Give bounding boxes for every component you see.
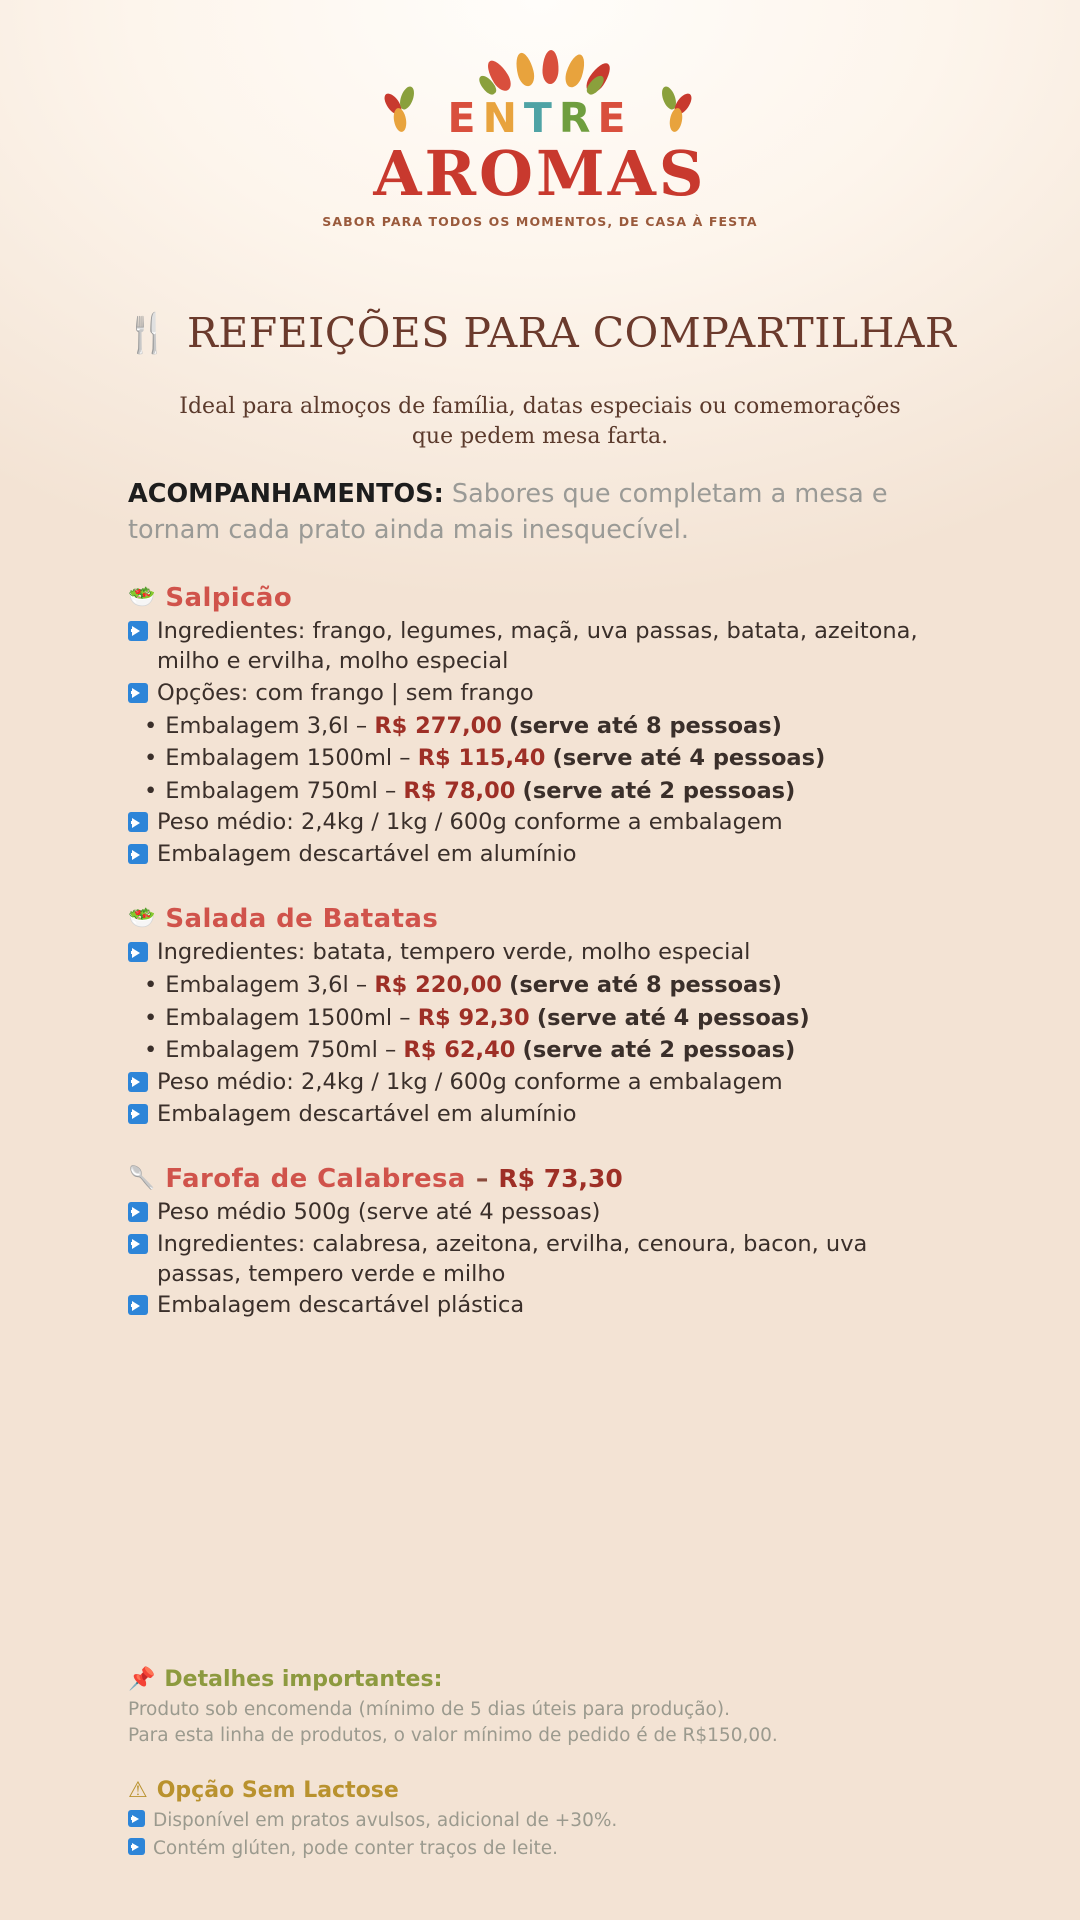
menu-item xyxy=(128,1164,952,1322)
menu-item-detail xyxy=(128,1230,952,1290)
footer-lactose-block xyxy=(128,1778,980,1862)
bullet-icon: • xyxy=(144,1004,158,1031)
option-price: R$ 220,00 xyxy=(374,972,502,999)
page-subtitle xyxy=(0,392,1080,451)
footer-details-line-2: Para esta linha de produtos, o valor mínimo de pedido é de R$150,00. xyxy=(128,1725,778,1747)
cutlery-icon: 🍴 xyxy=(123,310,171,355)
warning-icon: ⚠ xyxy=(128,1778,148,1804)
arrow-right-icon xyxy=(128,683,148,703)
right-sprig-icon xyxy=(661,86,695,132)
menu-item-detail-text: Ingredientes: calabresa, azeitona, ervilha, cenoura, bacon, uva passas, tempero verde e milho xyxy=(157,1230,868,1287)
arrow-right-icon xyxy=(128,1202,148,1222)
logo-letter: E xyxy=(447,94,483,142)
price-separator: – xyxy=(475,1164,489,1194)
menu-item-header xyxy=(128,1164,952,1194)
arrow-right-icon xyxy=(128,1072,148,1092)
option-serves: (serve até 2 pessoas) xyxy=(522,777,796,804)
option-serves: (serve até 2 pessoas) xyxy=(522,1037,796,1064)
menu-item-detail-text: Peso médio: 2,4kg / 1kg / 600g conforme a embalagem xyxy=(157,809,783,836)
bullet-icon: • xyxy=(144,972,158,999)
menu-item-option xyxy=(128,1003,952,1034)
page-subtitle-line-2: que pedem mesa farta. xyxy=(411,423,669,449)
option-price: R$ 277,00 xyxy=(374,712,502,739)
page-subtitle-line-1: Ideal para almoços de família, datas especiais ou comemorações xyxy=(179,394,901,420)
arrow-right-icon xyxy=(128,844,148,864)
arrow-right-icon xyxy=(128,942,148,962)
option-label: Embalagem 1500ml xyxy=(165,745,393,772)
arrow-right-icon xyxy=(128,621,148,641)
bullet-icon: • xyxy=(144,777,158,804)
logo-letter: N xyxy=(482,94,524,142)
option-price: R$ 115,40 xyxy=(417,745,546,772)
section-intro xyxy=(128,477,952,548)
menu-item-detail xyxy=(128,617,952,677)
footer-lactose-line-2 xyxy=(128,1836,980,1862)
arrow-right-icon xyxy=(128,1104,148,1124)
menu-item-detail-text: Peso médio 500g (serve até 4 pessoas) xyxy=(157,1198,601,1225)
option-price: R$ 62,40 xyxy=(403,1037,516,1064)
menu-item-detail-text: Opções: com frango | sem frango xyxy=(157,679,534,706)
bullet-icon: • xyxy=(144,1037,158,1064)
menu-item-detail-text: Embalagem descartável plástica xyxy=(157,1292,525,1319)
menu-item-detail xyxy=(128,938,952,968)
logo-letter: T xyxy=(523,94,559,142)
menu-item-detail xyxy=(128,1198,952,1228)
page-title: REFEIÇÕES PARA COMPARTILHAR xyxy=(186,308,957,357)
footer-lactose-line-1 xyxy=(128,1808,980,1834)
menu-item-detail xyxy=(128,679,952,709)
option-label: Embalagem 750ml xyxy=(165,1037,378,1064)
footer-details-heading xyxy=(128,1667,980,1692)
option-separator: – xyxy=(348,972,375,999)
menu-item-header xyxy=(128,904,952,934)
option-space xyxy=(545,745,552,771)
option-space xyxy=(515,1037,522,1063)
menu-item-option xyxy=(128,776,952,807)
option-separator: – xyxy=(392,1004,418,1031)
option-separator: – xyxy=(377,1037,404,1064)
menu-item-name: Salada de Batatas xyxy=(165,904,439,935)
footer-lactose-line-1-text: Disponível em pratos avulsos, adicional de +30%. xyxy=(153,1810,618,1832)
menu-item-detail xyxy=(128,808,952,838)
menu-item-detail-text: Ingredientes: frango, legumes, maçã, uva passas, batata, azeitona, milho e ervilha, molho especial xyxy=(157,617,918,674)
option-serves: (serve até 8 pessoas) xyxy=(509,712,782,739)
menu-items xyxy=(128,583,952,1322)
menu-item-detail xyxy=(128,1068,952,1098)
footer-details-title: Detalhes importantes: xyxy=(164,1666,443,1692)
menu-item-detail-text: Peso médio: 2,4kg / 1kg / 600g conforme a embalagem xyxy=(157,1068,783,1095)
arrow-right-icon xyxy=(128,1838,145,1855)
option-price: R$ 92,30 xyxy=(417,1004,530,1031)
arrow-right-icon xyxy=(128,1810,145,1827)
dish-icon: 🥗 xyxy=(128,906,156,932)
option-space xyxy=(530,1005,537,1031)
footer-details-line-1: Produto sob encomenda (mínimo de 5 dias úteis para produção). xyxy=(128,1698,730,1720)
menu-item-detail-text: Embalagem descartável em alumínio xyxy=(157,841,577,868)
arrow-right-icon xyxy=(128,812,148,832)
footer-lactose-line-2-text: Contém glúten, pode conter traços de leite. xyxy=(153,1838,559,1860)
logo-letter: E xyxy=(597,94,633,142)
menu-item-detail xyxy=(128,1100,952,1130)
option-serves: (serve até 4 pessoas) xyxy=(552,745,826,772)
footer-notes xyxy=(128,1667,980,1862)
menu-item-detail-text: Ingredientes: batata, tempero verde, molho especial xyxy=(157,939,751,966)
brand-logo xyxy=(0,0,1080,229)
menu-item-header xyxy=(128,583,952,613)
menu-item-option xyxy=(128,1035,952,1066)
option-label: Embalagem 3,6l xyxy=(165,712,349,739)
option-label: Embalagem 1500ml xyxy=(165,1004,393,1031)
menu-item-name: Salpicão xyxy=(165,582,293,613)
option-label: Embalagem 3,6l xyxy=(165,972,349,999)
menu-item-option xyxy=(128,743,952,774)
dish-icon: 🥗 xyxy=(128,584,156,610)
menu-item-option xyxy=(128,711,952,742)
menu-item-price: R$ 73,30 xyxy=(498,1164,623,1194)
footer-lactose-title: Opção Sem Lactose xyxy=(156,1778,399,1804)
arrow-right-icon xyxy=(128,1295,148,1315)
option-separator: – xyxy=(348,712,375,739)
section-label: ACOMPANHAMENTOS: xyxy=(128,479,444,510)
logo-decoration-icon xyxy=(390,54,690,104)
page-title-row xyxy=(0,281,1080,384)
bullet-icon: • xyxy=(144,712,158,739)
section-description: Sabores que completam a mesa e tornam cada prato ainda mais inesquecível. xyxy=(128,479,888,546)
option-label: Embalagem 750ml xyxy=(165,777,378,804)
menu-item-option xyxy=(128,970,952,1001)
left-sprig-icon xyxy=(385,86,419,132)
option-serves: (serve até 4 pessoas) xyxy=(536,1004,810,1031)
menu-item-detail-text: Embalagem descartável em alumínio xyxy=(157,1100,577,1127)
option-separator: – xyxy=(377,777,404,804)
footer-lactose-heading xyxy=(128,1778,980,1803)
bullet-icon: • xyxy=(144,745,158,772)
menu-item xyxy=(128,904,952,1130)
dish-icon: 🥄 xyxy=(128,1165,156,1191)
menu-item-detail xyxy=(128,1291,952,1321)
menu-item-name: Farofa de Calabresa xyxy=(165,1163,466,1194)
logo-tagline: SABOR PARA TODOS OS MOMENTOS, DE CASA À FESTA xyxy=(322,214,758,230)
menu-item-detail xyxy=(128,840,952,870)
logo-word-entre xyxy=(0,94,1080,142)
pin-icon: 📌 xyxy=(128,1666,156,1692)
logo-word-aromas: AROMAS xyxy=(373,137,707,210)
arrow-right-icon xyxy=(128,1234,148,1254)
footer-details-block xyxy=(128,1667,980,1751)
option-space xyxy=(515,778,522,804)
option-separator: – xyxy=(392,745,418,772)
option-serves: (serve até 8 pessoas) xyxy=(509,972,782,999)
menu-item xyxy=(128,583,952,870)
option-price: R$ 78,00 xyxy=(403,777,516,804)
logo-letter: R xyxy=(558,94,598,142)
